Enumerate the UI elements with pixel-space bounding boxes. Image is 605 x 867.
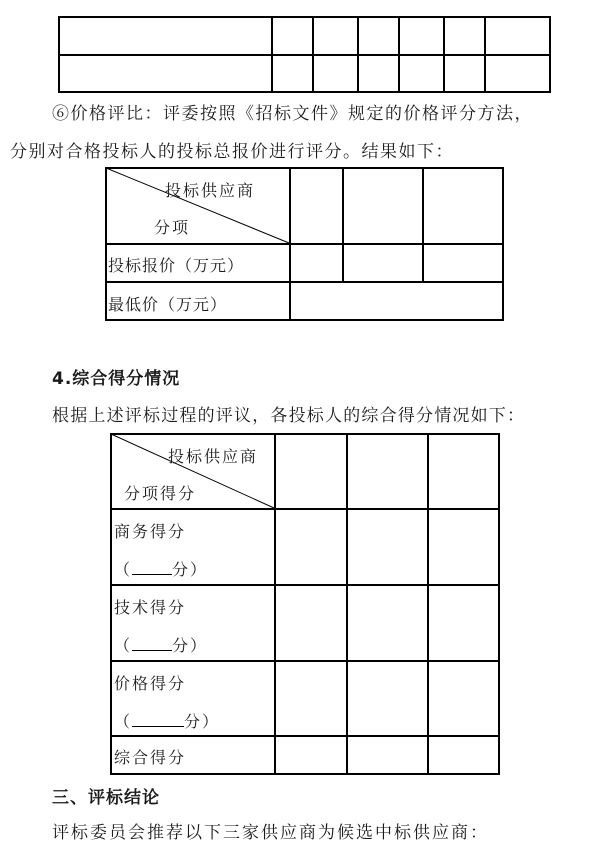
table-border [549, 16, 551, 93]
header-supplier-label: 投标供应商 [165, 181, 256, 200]
table-border [484, 16, 486, 93]
row-label-bid-price: 投标报价（万元） [108, 256, 245, 275]
table-border [58, 54, 551, 56]
row-label-business-score: 商务得分 [114, 522, 187, 541]
open-paren: （ [114, 636, 133, 655]
row-label-technical-score: 技术得分 [114, 598, 187, 617]
score-blank[interactable] [132, 636, 172, 651]
table-border [105, 319, 503, 321]
score-blank[interactable] [132, 560, 172, 575]
table-border [346, 433, 348, 775]
unit-label: 分） [172, 636, 209, 655]
table-border [357, 16, 359, 93]
diagonal-header-line [105, 167, 290, 244]
table-border [271, 16, 273, 93]
row-label-lowest-price: 最低价（万元） [108, 295, 228, 314]
row-sub-price-score [114, 712, 220, 731]
section-4-heading: 4.综合得分情况 [52, 369, 181, 389]
row-sub-technical-score [114, 636, 208, 655]
section-4-intro: 根据上述评标过程的评议，各投标人的综合得分情况如下： [52, 406, 526, 426]
table-border [58, 16, 551, 18]
table-border [443, 16, 445, 93]
table-border [110, 584, 499, 586]
header-item-score-label: 分项得分 [124, 484, 197, 503]
table-border [502, 167, 504, 321]
table-border [58, 91, 551, 93]
unit-label: 分） [184, 712, 221, 731]
table-border [342, 167, 344, 282]
table-border [312, 16, 314, 93]
table-border [422, 167, 424, 282]
row-label-price-score: 价格得分 [114, 674, 187, 693]
price-comparison-line-2: 分别对合格投标人的投标总报价进行评分。结果如下： [10, 142, 454, 162]
table-border [105, 281, 503, 283]
section-3-intro: 评标委员会推荐以下三家供应商为候选中标供应商： [52, 823, 489, 843]
header-item-label: 分项 [154, 218, 191, 237]
table-border [398, 16, 400, 93]
table-border [498, 433, 500, 775]
price-comparison-line-1: ⑥价格评比：评委按照《招标文件》规定的价格评分方法， [52, 104, 533, 124]
table-border [110, 660, 499, 662]
table-border [58, 16, 60, 93]
score-blank[interactable] [132, 712, 184, 727]
open-paren: （ [114, 712, 133, 731]
table-border [427, 433, 429, 775]
open-paren: （ [114, 560, 133, 579]
header-supplier-label: 投标供应商 [168, 447, 259, 466]
row-sub-business-score [114, 560, 208, 579]
table-border [110, 735, 499, 737]
section-3-heading: 三、评标结论 [52, 788, 160, 808]
row-label-total-score: 综合得分 [114, 748, 187, 767]
table-border [110, 773, 499, 775]
unit-label: 分） [172, 560, 209, 579]
